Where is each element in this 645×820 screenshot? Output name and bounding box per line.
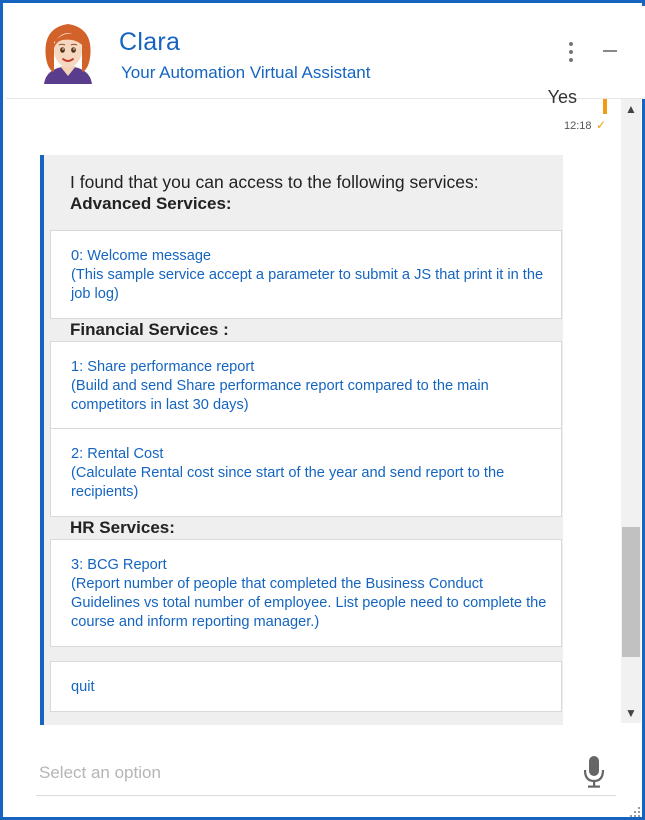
bot-message — [40, 155, 563, 725]
option-share-performance-report[interactable] — [50, 341, 562, 429]
option-bcg-report[interactable] — [50, 539, 562, 647]
section-title: Financial Services : — [70, 320, 229, 339]
option-label: 1: Share performance report — [71, 359, 255, 375]
bot-intro-text: I found that you can access to the following services: — [70, 172, 479, 192]
option-description: (Build and send Share performance report compared to the main competitors in last 30 days) — [71, 378, 489, 413]
chat-transcript — [6, 87, 620, 723]
chat-scrollbar[interactable] — [621, 99, 641, 723]
option-description: (Calculate Rental cost since start of the year and send report to the recipients) — [71, 465, 505, 500]
option-input[interactable] — [36, 753, 569, 793]
option-label: 3: BCG Report — [71, 557, 167, 573]
option-welcome-message[interactable] — [50, 230, 562, 319]
option-quit[interactable] — [50, 661, 562, 712]
section-title: Advanced Services: — [70, 194, 232, 213]
more-menu-icon[interactable] — [561, 38, 581, 66]
section-title: HR Services: — [70, 518, 175, 537]
check-icon: ✓ — [596, 118, 607, 132]
resize-grip-icon[interactable] — [628, 805, 642, 819]
user-message-text: Yes — [547, 87, 577, 107]
assistant-name: Clara — [119, 28, 181, 56]
assistant-avatar — [38, 18, 98, 84]
option-description: (Report number of people that completed the Business Conduct Guidelines vs total number of employee. List people need to complete the course and inform reporting manager.) — [71, 576, 547, 630]
chat-header — [6, 6, 645, 99]
microphone-icon[interactable] — [582, 755, 606, 789]
option-label: 2: Rental Cost — [71, 446, 164, 462]
option-label: 0: Welcome message — [71, 248, 212, 264]
message-input-area — [36, 753, 616, 796]
minimize-icon[interactable] — [602, 42, 618, 62]
scrollbar-thumb[interactable] — [622, 527, 640, 657]
message-timestamp: 12:18 — [564, 120, 592, 132]
option-rental-cost[interactable] — [50, 428, 562, 517]
scroll-up-icon[interactable]: ▲ — [625, 102, 637, 116]
user-message-accent — [603, 99, 607, 114]
assistant-subtitle: Your Automation Virtual Assistant — [121, 63, 371, 82]
option-description: (This sample service accept a parameter to submit a JS that print it in the job log) — [71, 267, 544, 302]
scroll-down-icon[interactable]: ▼ — [625, 706, 637, 720]
option-label: quit — [71, 679, 95, 695]
